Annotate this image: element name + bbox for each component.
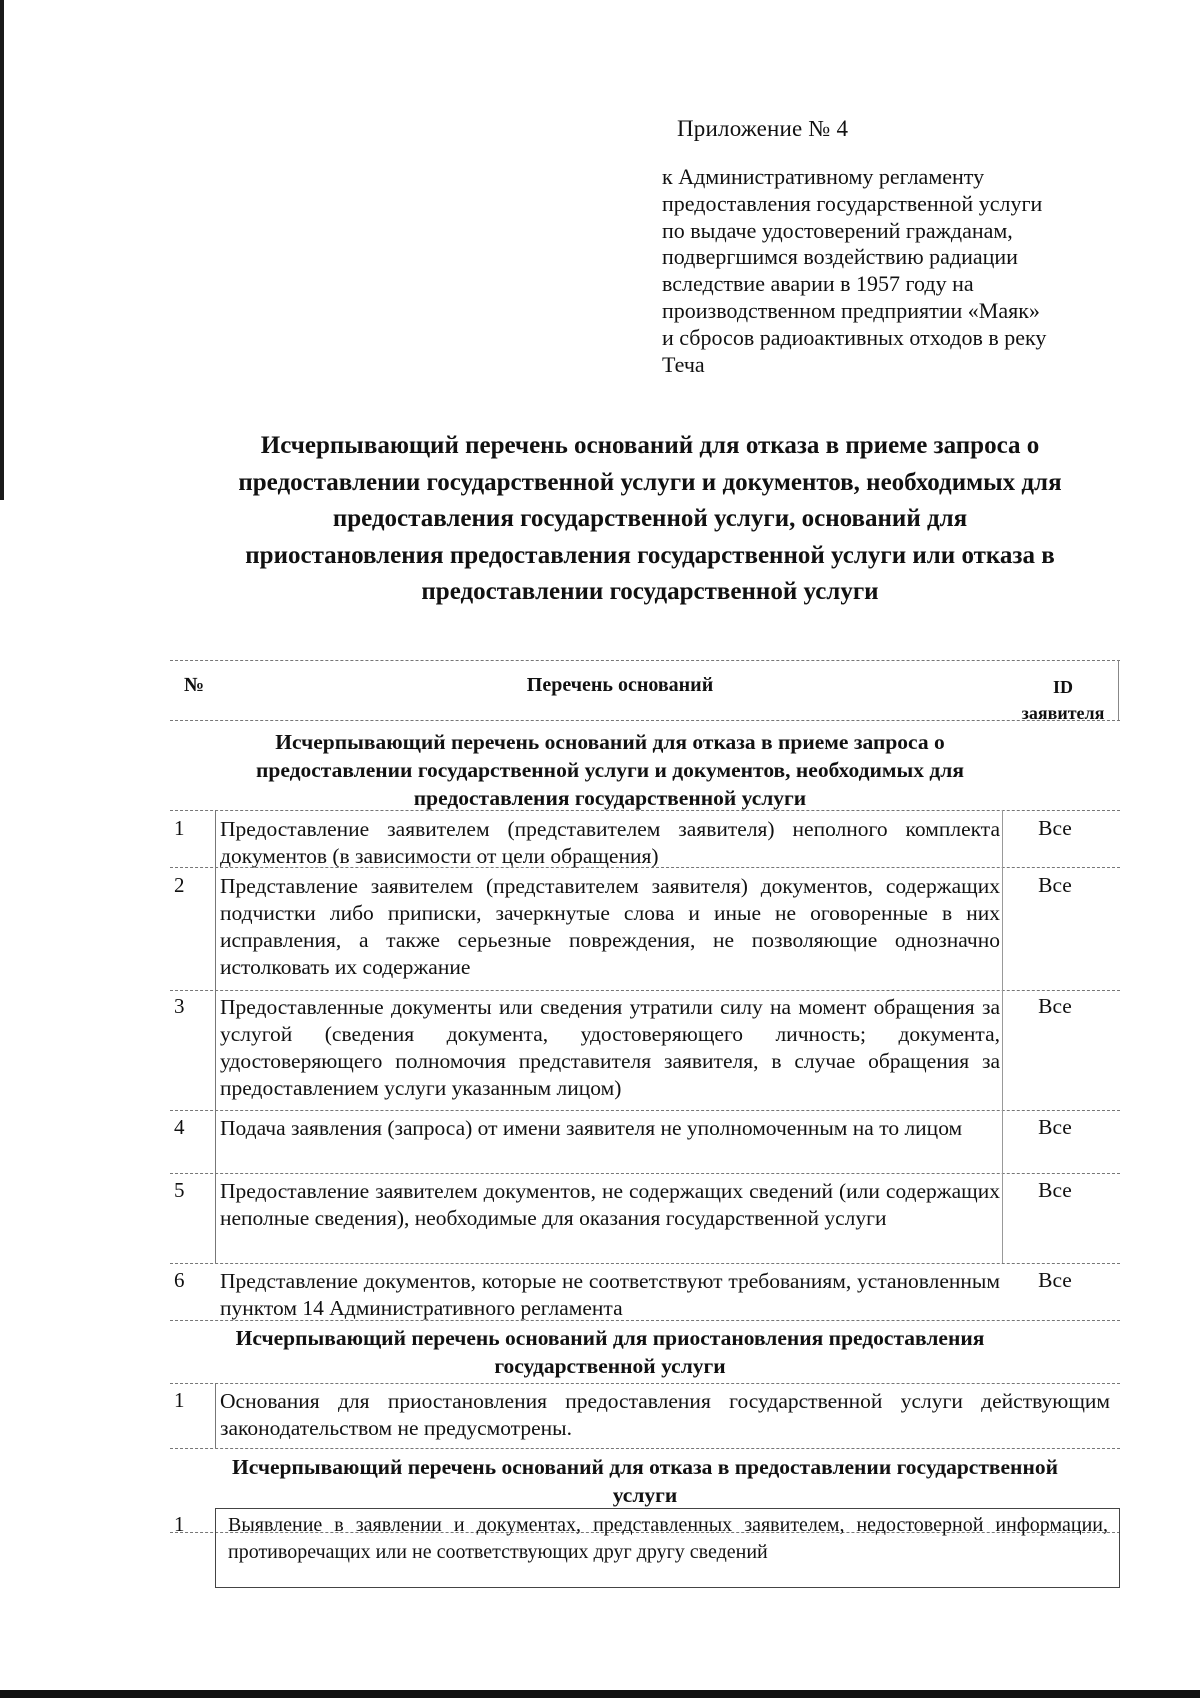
row-text: Предоставление заявителем (представителем заявителя) неполного комплекта документов (в зависимости от цели обращения) [220, 817, 1000, 868]
title-line: предоставления государственной услуги, оснований для [332, 505, 968, 532]
scan-edge-bottom [0, 1690, 1200, 1698]
section-heading-refusal-service [170, 1453, 1120, 1509]
row-number: 6 [174, 1268, 185, 1292]
table-rule [170, 1173, 1120, 1174]
document-title [150, 428, 1150, 611]
header-id-line: заявителя [1021, 703, 1105, 723]
title-line: приостановления предоставления государственной услуги или отказа в [245, 541, 1055, 569]
row-applicant-id: Все [1038, 1115, 1072, 1139]
row-text: Представление документов, которые не соответствуют требованиям, установленным пунктом 14 Административного регламента [220, 1269, 1000, 1320]
table-column-rule [215, 810, 216, 1263]
appendix-text [662, 164, 1112, 378]
section-heading-suspension [210, 1324, 1010, 1380]
scan-edge-left [0, 0, 4, 500]
header-number: № [184, 674, 205, 696]
appendix-line: вследствие аварии в 1957 году на [662, 271, 974, 297]
table-column-rule [215, 1383, 216, 1448]
row-number: 3 [174, 994, 185, 1018]
row-number: 4 [174, 1115, 185, 1139]
appendix-line: подвергшимся воздействию радиации [662, 244, 1018, 270]
header-grounds-list: Перечень оснований [526, 674, 714, 696]
row-text: Выявление в заявлении и документах, представленных заявителем, недостоверной информации, противоречащих или не соответствующих друг другу сведений [228, 1514, 1108, 1563]
row-applicant-id: Все [1038, 873, 1072, 897]
table-rule [170, 990, 1120, 991]
section-heading-line: предоставлении государственной услуги и документов, необходимых для [256, 758, 964, 782]
table-rule [170, 660, 1120, 661]
section-heading-line: Исчерпывающий перечень оснований для отказа в предоставлении государственной [232, 1455, 1058, 1479]
row-text: Представление заявителем (представителем заявителя) документов, содержащих подчистки либо приписки, зачеркнутые слова и иные не оговоренные в них исправления, а также серьезные повреждения, не позволяющие однозначно истолковать их содержание [220, 874, 1000, 979]
appendix-line: и сбросов радиоактивных отходов в реку [662, 324, 1047, 350]
title-line: предоставлении государственной услуги [421, 578, 879, 605]
title-line: предоставлении государственной услуги и документов, необходимых для [238, 468, 1062, 496]
table-rule [170, 1383, 1120, 1384]
row-number: 5 [174, 1178, 185, 1202]
table-rule [170, 1110, 1120, 1111]
appendix-line: производственном предприятии «Маяк» [662, 297, 1040, 323]
row-applicant-id: Все [1038, 1178, 1072, 1202]
section-heading-line: предоставления государственной услуги [413, 786, 807, 810]
row-number: 1 [174, 1512, 185, 1536]
row-applicant-id: Все [1038, 1268, 1072, 1292]
table-rule [170, 1448, 1120, 1449]
section-heading-line: Исчерпывающий перечень оснований для отказа в приеме запроса о [275, 730, 945, 754]
table-column-rule [1118, 660, 1119, 720]
row-text: Подача заявления (запроса) от имени заявителя не уполномоченным на то лицом [220, 1116, 963, 1140]
header-applicant-id [1008, 674, 1118, 726]
section-heading-line: Исчерпывающий перечень оснований для приостановления предоставления [235, 1326, 985, 1350]
appendix-line: Теча [662, 351, 705, 377]
appendix-line: по выдаче удостоверений гражданам, [662, 217, 1013, 243]
row-text: Предоставленные документы или сведения утратили силу на момент обращения за услугой (сведения документа, удостоверяющего личность; документа, удостоверяющего полномочия представителя заявителя, в случае обращения за предоставлением услуги указанным лицом) [220, 995, 1000, 1100]
title-line: Исчерпывающий перечень оснований для отказа в приеме запроса о [260, 432, 1040, 459]
row-text: Основания для приостановления предоставления государственной услуги действующим законодательством не предусмотрены. [220, 1389, 1110, 1440]
row-number: 1 [174, 1388, 185, 1412]
table-rule [170, 1263, 1120, 1264]
appendix-line: к Административному регламенту [662, 164, 985, 189]
appendix-title: Приложение № 4 [677, 116, 849, 141]
header-id-line: ID [1052, 677, 1073, 697]
row-applicant-id: Все [1038, 816, 1072, 840]
row-number: 2 [174, 873, 185, 897]
section-heading-line: государственной услуги [494, 1354, 726, 1378]
table-column-rule [1002, 810, 1003, 1263]
table-rule [170, 720, 1120, 721]
section-heading-line: услуги [612, 1483, 678, 1507]
row-text: Предоставление заявителем документов, не содержащих сведений (или содержащих неполные сведения), необходимые для оказания государственной услуги [220, 1179, 1000, 1230]
row-number: 1 [174, 816, 185, 840]
row-applicant-id: Все [1038, 994, 1072, 1018]
appendix-line: предоставления государственной услуги [662, 190, 1043, 216]
section-heading-refusal-acceptance [210, 728, 1010, 812]
